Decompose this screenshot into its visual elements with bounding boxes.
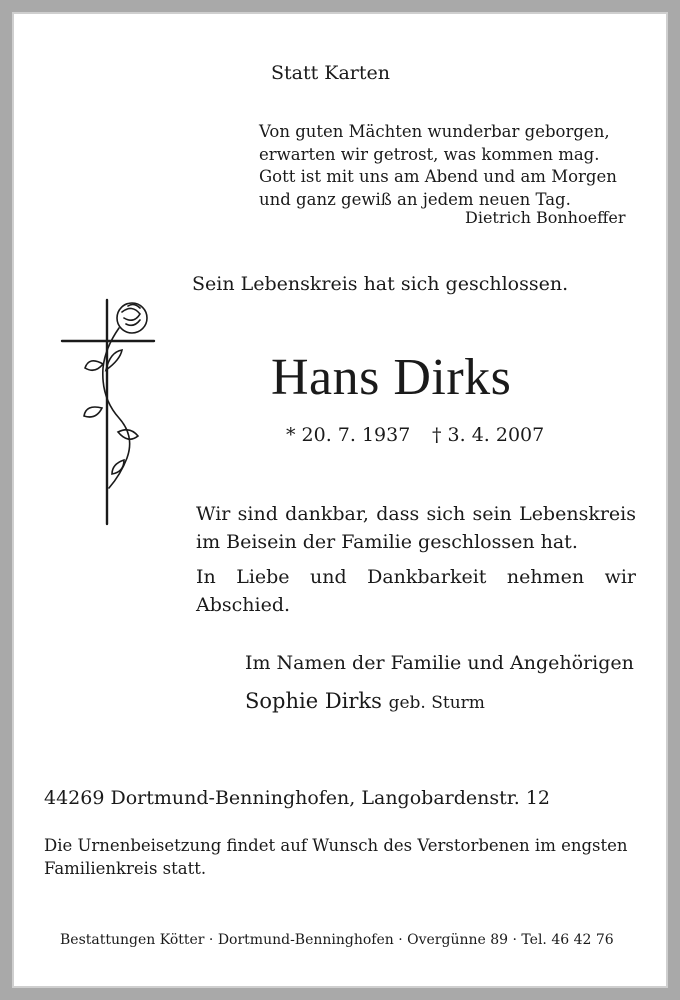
- poem-line: Gott ist mit uns am Abend und am Morgen: [259, 167, 617, 186]
- address: 44269 Dortmund-Benninghofen, Langobardenstr. 12: [44, 787, 551, 809]
- poem-line: und ganz gewiß an jedem neuen Tag.: [259, 189, 571, 209]
- farewell-line: Abschied.: [196, 594, 291, 616]
- poem: [259, 121, 617, 211]
- undertaker-footer: Bestattungen Kötter · Dortmund-Benninghofen · Overgünne 89 · Tel. 46 42 76: [60, 932, 614, 948]
- deceased-name: Hans Dirks: [271, 349, 512, 406]
- thanks-line: im Beisein der Familie geschlossen hat.: [196, 531, 578, 553]
- on-behalf-line: Im Namen der Familie und Angehörigen: [245, 652, 634, 674]
- poem-line: Von guten Mächten wunderbar geborgen,: [259, 122, 610, 141]
- signatory-name: Sophie Dirks: [245, 689, 382, 713]
- farewell-line: In Liebe und Dankbarkeit nehmen wir: [196, 566, 636, 588]
- cross-with-rose-icon: [56, 292, 166, 532]
- poem-line: erwarten wir getrost, was kommen mag.: [259, 144, 600, 164]
- thanks-line: Wir sind dankbar, dass sich sein Lebenskreis: [196, 503, 636, 525]
- signatory-nee: geb. Sturm: [388, 693, 485, 713]
- intro-line: Sein Lebenskreis hat sich geschlossen.: [192, 273, 569, 295]
- farewell-paragraph: [196, 563, 636, 619]
- death-date: † 3. 4. 2007: [432, 424, 545, 446]
- statt-karten: Statt Karten: [271, 62, 391, 84]
- poem-author: Dietrich Bonhoeffer: [465, 208, 626, 227]
- birth-date: * 20. 7. 1937: [286, 424, 411, 446]
- urn-notice: Die Urnenbeisetzung findet auf Wunsch des Verstorbenen im engsten Familienkreis statt.: [44, 836, 628, 878]
- thanks-paragraph: [196, 500, 636, 556]
- signatory: [245, 689, 485, 713]
